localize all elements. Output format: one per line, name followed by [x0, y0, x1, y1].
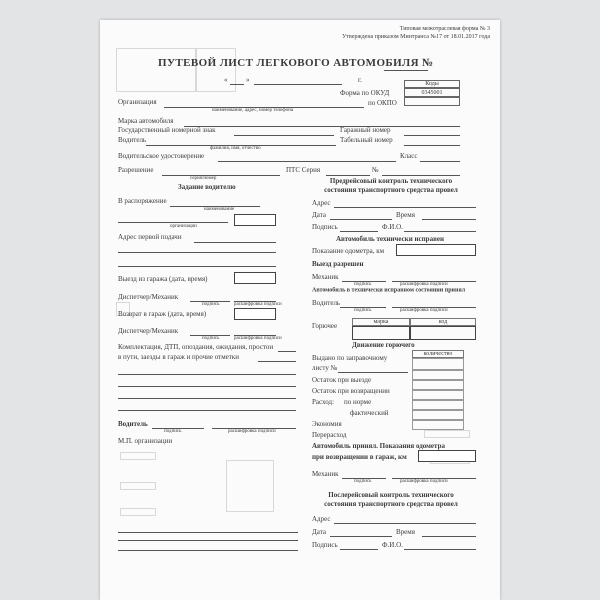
fuel-code-header: код [438, 319, 448, 325]
qty-rest-return-cell[interactable] [412, 380, 464, 390]
showthrough-block [120, 452, 156, 460]
complect-field-3[interactable] [118, 374, 296, 375]
driver-hint: фамилия, имя, отчество [210, 146, 261, 151]
showthrough-block [424, 430, 470, 438]
date-2-field[interactable] [330, 536, 392, 537]
accepted-ok-label: Автомобиль в технически исправном состоянии принял [312, 286, 466, 294]
garage-exit-box[interactable] [234, 272, 276, 284]
date-year-suffix: г. [358, 76, 362, 84]
date-quote-close: » [246, 76, 250, 84]
garage-number-label: Гаражный номер [340, 126, 391, 134]
series-hint: серия/номер [190, 176, 217, 181]
time-2-field[interactable] [422, 536, 476, 537]
date-label: Дата [312, 211, 326, 219]
organization-label: Организация [118, 98, 157, 106]
stamp-label: М.П. организации [118, 437, 173, 445]
permit-label: Разрешение [118, 166, 154, 174]
complect-field-4[interactable] [118, 386, 296, 387]
tab-number-label: Табельный номер [340, 136, 393, 144]
odometer-box[interactable] [396, 244, 476, 256]
fuel-movement-title: Движение горючего [352, 341, 415, 349]
date-day-line[interactable] [230, 84, 244, 85]
address-label: Адрес [312, 199, 331, 207]
right-driver-sign-hint: подпись [354, 308, 372, 313]
mechanic-label: Механик [312, 273, 339, 281]
overspend-label: Перерасход [312, 431, 347, 439]
economy-label: Экономия [312, 420, 342, 428]
bottom-field-1[interactable] [118, 532, 298, 533]
bottom-field-3[interactable] [118, 550, 298, 551]
mechanic-2-label: Механик [312, 470, 339, 478]
okud-label: Форма по ОКУД [340, 89, 390, 97]
garage-return-box[interactable] [234, 308, 276, 320]
tech-ok-label: Автомобиль технически исправен [336, 235, 444, 243]
complect-field-5[interactable] [118, 398, 296, 399]
time-field[interactable] [422, 219, 476, 220]
actual-label: фактический [350, 409, 389, 417]
task-title: Задание водителю [178, 183, 236, 191]
car-brand-label: Марка автомобиля [118, 117, 174, 125]
disposal-field-2[interactable] [118, 222, 228, 223]
codes-header: Коды [425, 81, 439, 87]
time-2-label: Время [396, 528, 415, 536]
consumption-label: Расход: [312, 398, 335, 406]
fio-2-field[interactable] [404, 549, 476, 550]
date-field[interactable] [330, 219, 392, 220]
complect-field-6[interactable] [118, 410, 296, 411]
time-label: Время [396, 211, 415, 219]
approval-line: Утверждена приказом Минтранса №17 от 18.01.2017 года [342, 34, 490, 40]
exit-allowed-label: Выезд разрешен [312, 260, 364, 268]
driver-label: Водитель [118, 136, 147, 144]
state-number-label: Государственный номерной знак [118, 126, 216, 134]
signature-label: Подпись [312, 223, 338, 231]
rest-return-label: Остаток при возвращении [312, 387, 390, 395]
qty-rest-exit-cell[interactable] [412, 370, 464, 380]
issued-label-2: листу № [312, 364, 338, 372]
state-number-field[interactable] [234, 135, 334, 136]
tab-number-field[interactable] [404, 145, 460, 146]
posttrip-title-2: состояния транспортного средства провел [324, 500, 458, 508]
pts-series-label: ПТС Серия [286, 166, 321, 174]
pretrip-title-2: состояния транспортного средства провел [324, 186, 458, 194]
disposal-box[interactable] [234, 214, 276, 226]
dispatcher-label: Диспетчер/Механик [118, 293, 179, 301]
fio-label: Ф.И.О. [382, 223, 403, 231]
showthrough-block [120, 508, 156, 516]
right-driver-label: Водитель [312, 299, 341, 307]
date-quote-open: « [224, 76, 228, 84]
address-2-field[interactable] [334, 523, 476, 524]
issued-label-1: Выдано по заправочному [312, 354, 388, 362]
qty-norm-cell[interactable] [412, 390, 464, 400]
pts-number-sign: № [372, 166, 379, 174]
license-field[interactable] [218, 161, 396, 162]
showthrough-block [120, 482, 156, 490]
return-odometer-box[interactable] [418, 450, 476, 462]
driver-decode-hint: расшифровка подписи [228, 429, 276, 434]
first-address-field[interactable] [194, 242, 276, 243]
complect-field-2[interactable] [258, 361, 296, 362]
pts-number-field[interactable] [382, 175, 460, 176]
first-address-field-3[interactable] [118, 266, 276, 267]
driver-sign-hint: подпись [164, 429, 182, 434]
right-driver-decode-hint: расшифровка подписи [400, 308, 448, 313]
issued-number-field[interactable] [338, 372, 408, 373]
qty-actual-cell[interactable] [412, 400, 464, 410]
garage-exit-label: Выезд из гаража (дата, время) [118, 275, 208, 283]
showthrough-block [226, 460, 274, 512]
organization-hint-2: организации [170, 224, 197, 229]
signature-field[interactable] [340, 231, 378, 232]
pretrip-title-1: Предрейсовый контроль технического [329, 177, 453, 185]
fuel-label: Горючее [312, 322, 338, 330]
complect-line-2: в пути, заезды в гараж и прочие отметки [118, 353, 239, 361]
signature-2-field[interactable] [340, 549, 378, 550]
qty-issued-cell[interactable] [412, 358, 464, 370]
accepted-odometer-label: Автомобиль принял. Показания одометра [312, 442, 445, 450]
mechanic-sign-hint: подпись [354, 282, 372, 287]
address-field[interactable] [334, 207, 476, 208]
garage-return-label: Возврат в гараж (дата, время) [118, 310, 207, 318]
odometer-label: Показание одометра, км [312, 247, 385, 255]
garage-number-field[interactable] [404, 135, 460, 136]
permit-field[interactable] [162, 175, 280, 176]
driver-sign-label: Водитель [118, 420, 148, 428]
first-address-label: Адрес первой подачи [118, 233, 182, 241]
pts-series-field[interactable] [326, 175, 370, 176]
on-return-label: при возвращении в гараж, км [312, 453, 407, 461]
mechanic-2-sign-hint: подпись [354, 479, 372, 484]
showthrough-table [196, 48, 236, 92]
first-address-field-2[interactable] [118, 252, 276, 253]
dispatcher-decode-hint: расшифровка подписи [234, 302, 282, 307]
date-2-label: Дата [312, 528, 326, 536]
class-field[interactable] [420, 161, 460, 162]
fuel-code-cell[interactable] [410, 326, 476, 340]
complect-field-1[interactable] [278, 351, 296, 352]
posttrip-title-1: Послерейсовый контроль технического [328, 491, 454, 499]
dispatcher-2-decode-hint: расшифровка подписи [234, 336, 282, 341]
page-title: ПУТЕВОЙ ЛИСТ ЛЕГКОВОГО АВТОМОБИЛЯ № [158, 57, 434, 69]
mechanic-decode-hint: расшифровка подписи [400, 282, 448, 287]
license-label: Водительское удостоверение [118, 152, 205, 160]
dispatcher-2-label: Диспетчер/Механик [118, 327, 179, 335]
mechanic-2-decode-hint: расшифровка подписи [400, 479, 448, 484]
fio-field[interactable] [404, 231, 476, 232]
car-brand-field[interactable] [184, 126, 460, 127]
dispatcher-2-sign-hint: подпись [202, 336, 220, 341]
form-type-line: Типовая межотраслевая форма № 3 [399, 26, 490, 32]
organization-hint: наименование, адрес, номер телефона [212, 108, 294, 113]
quantity-header: количество [423, 351, 453, 357]
fio-2-label: Ф.И.О. [382, 541, 403, 549]
rest-exit-label: Остаток при выезде [312, 376, 372, 384]
dispatcher-sign-hint: подпись [202, 302, 220, 307]
showthrough-table [116, 48, 196, 92]
date-month-line[interactable] [254, 84, 342, 85]
qty-overspend-cell[interactable] [412, 420, 464, 430]
okpo-label: по ОКПО [368, 99, 397, 107]
address-2-label: Адрес [312, 515, 331, 523]
okpo-value-cell[interactable] [404, 97, 460, 106]
signature-2-label: Подпись [312, 541, 338, 549]
okud-value: 0345001 [421, 90, 443, 96]
disposal-label: В распоряжение [118, 197, 167, 205]
bottom-field-2[interactable] [118, 540, 298, 541]
complect-line-1: Комплектация, ДТП, опоздания, ожидания, простои [118, 343, 274, 351]
by-norm-label: по норме [344, 398, 372, 406]
fuel-brand-header: марка [373, 319, 389, 325]
waybill-form-sheet [100, 20, 500, 600]
waybill-number-line [384, 70, 428, 71]
class-label: Класс [400, 152, 418, 160]
qty-economy-cell[interactable] [412, 410, 464, 420]
fuel-brand-cell[interactable] [352, 326, 410, 340]
disposal-name-hint: наименование [204, 207, 235, 212]
